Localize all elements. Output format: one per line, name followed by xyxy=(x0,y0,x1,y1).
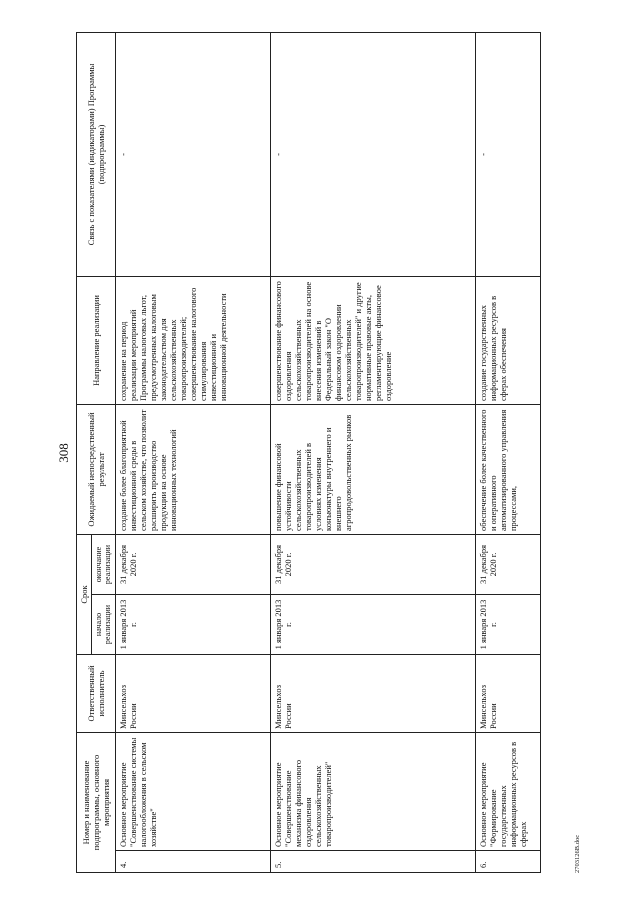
row-expected: обеспечение более качественного и оперативного автоматизированного управления процессами, xyxy=(475,404,540,534)
row-responsible: Минсельхоз России xyxy=(270,654,475,732)
measures-table xyxy=(76,32,541,873)
table-row xyxy=(475,32,540,872)
rotated-sheet xyxy=(46,33,594,873)
header-number-name: Номер и наименование подпрограммы, основного мероприятия xyxy=(77,732,116,872)
row-number: 6. xyxy=(475,850,540,872)
row-end: 31 декабря 2020 г. xyxy=(475,534,540,594)
row-direction: совершенствование финансового оздоровления сельскохозяйственных товаропроизводителей на основе внесения изменений в Федеральный закон "О финансовом оздоровлении сельскохозяйственных товаропроизводителей" и другие нормативные правовые акты, регламентирующие финансовое оздоровление xyxy=(270,276,475,404)
header-start: начало реализации xyxy=(92,594,116,654)
row-link: - xyxy=(475,32,540,276)
page-number: 308 xyxy=(56,442,71,463)
row-start: 1 января 2013 г. xyxy=(475,594,540,654)
header-direction: Направление реализации xyxy=(77,276,116,404)
row-responsible: Минсельхоз России xyxy=(115,654,270,732)
header-expected: Ожидаемый непосредственный результат xyxy=(77,404,116,534)
header-row xyxy=(77,32,92,872)
row-number: 4. xyxy=(115,850,270,872)
header-link: Связь с показателями (индикаторами) Программы (подпрограммы) xyxy=(77,32,116,276)
row-expected: повышение финансовой устойчивости сельскохозяйственных товаропроизводителей в условиях изменения конъюнктуры внутреннего и внешнего агропродовольственных рынков xyxy=(270,404,475,534)
header-end: окончание реализации xyxy=(92,534,116,594)
row-name: Основное мероприятие "Совершенствование системы налогообложения в сельском хозяйстве" xyxy=(115,732,270,850)
row-expected: создание более благоприятной инвестиционной среды в сельском хозяйстве, что позволит расширить производство продукции на основе инновационных технологий xyxy=(115,404,270,534)
row-end: 31 декабря 2020 г. xyxy=(115,534,270,594)
header-responsible: Ответственный исполнитель xyxy=(77,654,116,732)
row-link: - xyxy=(115,32,270,276)
row-start: 1 января 2013 г. xyxy=(270,594,475,654)
row-name: Основное мероприятие "Совершенствование механизма финансового оздоровления сельскохозяйственных товаропроизводителей" xyxy=(270,732,475,850)
row-start: 1 января 2013 г. xyxy=(115,594,270,654)
row-direction: сохранение на период реализации мероприятий Программы налоговых льгот, предусмотренных налоговым законодательством для сельскохозяйственных товаропроизводителей; совершенствование налогового стимулирования инвестиционной и инновационной деятельности xyxy=(115,276,270,404)
row-direction: создание государственных информационных ресурсов в сферах обеспечения xyxy=(475,276,540,404)
header-term: Срок xyxy=(77,534,92,654)
table-row xyxy=(115,32,270,872)
row-responsible: Минсельхоз России xyxy=(475,654,540,732)
footer-filename: 2703126В.doc xyxy=(574,834,581,873)
row-link: - xyxy=(270,32,475,276)
row-number: 5. xyxy=(270,850,475,872)
row-end: 31 декабря 2020 г. xyxy=(270,534,475,594)
table-row xyxy=(270,32,475,872)
row-name: Основное мероприятие "Формирование государственных информационных ресурсов в сферах xyxy=(475,732,540,850)
